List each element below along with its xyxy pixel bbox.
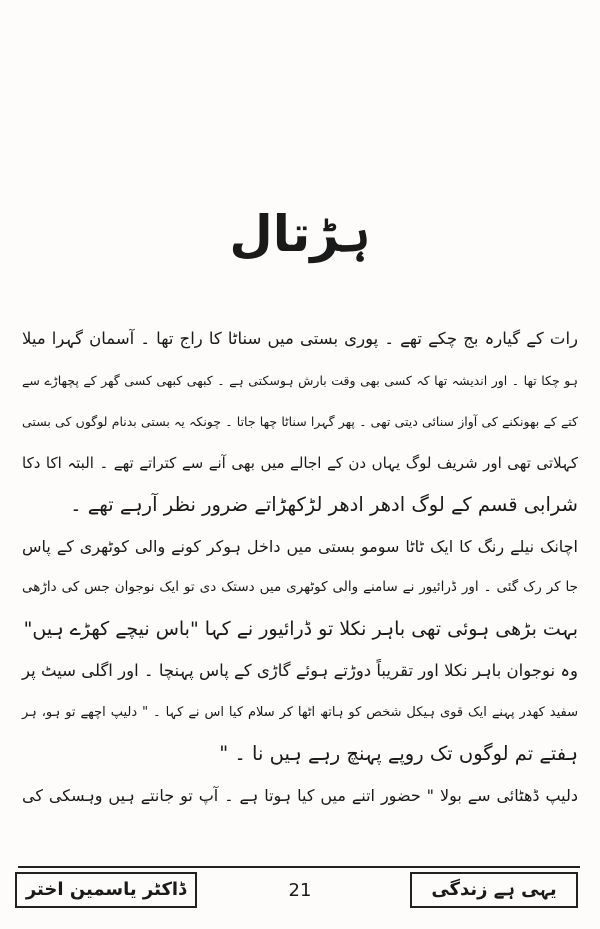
- page-number: 21: [288, 880, 312, 901]
- author-name-box: ڈاکٹر یاسمین اختر: [15, 872, 197, 908]
- text-line: کہلاتی تھی اور شریف لوگ یہاں دن کے اجالے میں بھی آنے سے کتراتے تھے ۔ البتہ اکا دکا: [22, 453, 578, 472]
- book-title-box: یہی ہے زندگی: [410, 872, 578, 908]
- paragraph: [22, 775, 578, 817]
- paragraph: [22, 526, 578, 651]
- chapter-title: ہڑتال: [229, 205, 371, 263]
- text-line: شرابی قسم کے لوگ ادھر ادھر لڑکھڑاتے ضرور نظر آرہے تھے ۔: [70, 493, 578, 516]
- paragraph: [22, 318, 578, 526]
- body-text: [22, 318, 578, 816]
- text-line: وہ نوجوان باہر نکلا اور تقریباً دوڑتے ہوئے گاڑی کے پاس پہنچا ۔ اور اگلی سیٹ پر: [22, 661, 578, 680]
- text-line: جا کر رک گئی ۔ اور ڈرائیور نے سامنے والی کوٹھری میں دستک دی تو ایک نوجوان جس کی داڑھی: [22, 579, 578, 595]
- text-line: سفید کھدر پہنے ایک قوی ہیکل شخص کو ہاتھ اٹھا کر سلام کیا اس نے کہا ۔ " دلیپ اچھے تو ہو، ہر: [22, 704, 578, 720]
- paragraph: [22, 650, 578, 775]
- text-line: رات کے گیارہ بج چکے تھے ۔ پوری بستی میں سناٹا کا راج تھا ۔ آسمان گہرا میلا: [22, 329, 578, 348]
- text-line: دلیپ ڈھٹائی سے بولا " حضور اتنے میں کیا ہوتا ہے ۔ آپ تو جانتے ہیں وہسکی کی: [22, 785, 578, 805]
- text-line: اچانک نیلے رنگ کا ایک ٹاٹا سومو بستی میں داخل ہوکر کونے والی کوٹھری کے پاس: [22, 536, 578, 556]
- text-line: بہت بڑھی ہوئی تھی باہر نکلا تو ڈرائیور نے کہا "باس نیچے کھڑے ہیں": [23, 617, 578, 640]
- text-line: کتے کے بھونکنے کی آواز سنائی دیتی تھی ۔ پھر گہرا سناٹا چھا جاتا ۔ چونکہ یہ بستی بدنام لوگوں کی بستی: [22, 414, 578, 429]
- text-line: ہفتے تم لوگوں تک روپے پہنچ رہے ہیں نا ۔ ": [219, 742, 578, 765]
- footer-divider: [18, 866, 580, 868]
- text-line: ہو چکا تھا ۔ اور اندیشہ تھا کہ کسی بھی وقت بارش ہوسکتی ہے ۔ کبھی کبھی کسی گھر کے پچھاڑے سے: [22, 372, 578, 388]
